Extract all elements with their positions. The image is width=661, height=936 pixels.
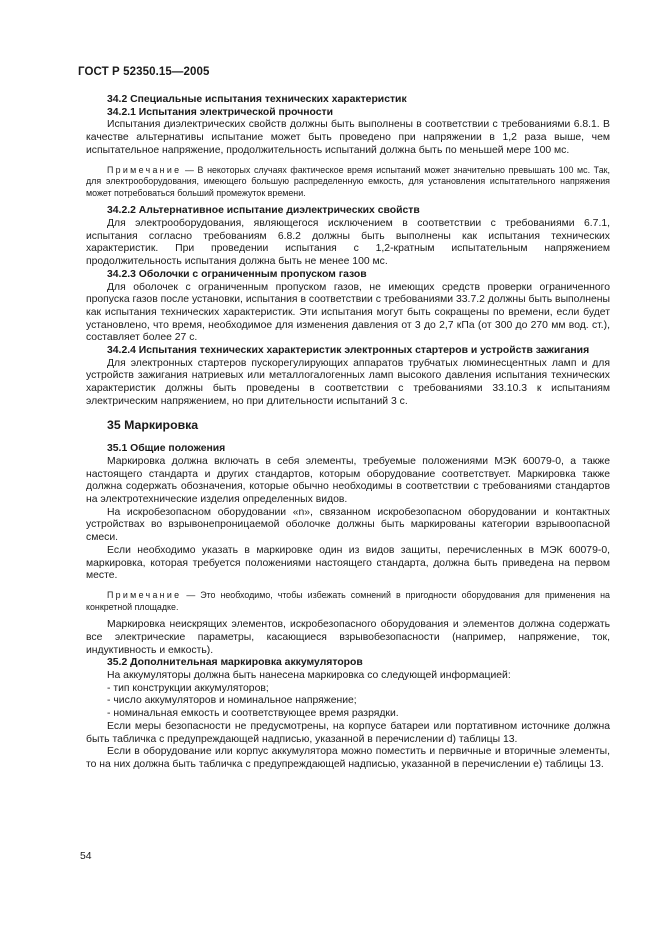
note [86,165,610,200]
list-item: - номинальная емкость и соответствующее время разрядки. [107,708,399,720]
section-heading-35: 35 Маркировка [107,417,199,432]
paragraph: Для электрооборудования, являющегося исключением в соответствии с требованиями 6.7.1, испытания согласно требованиям 6.8.2 должны быть выполнены как испытания технических характеристик. При проведении испытания с 1,2-кратным испытательным напряжением продолжительность испытания должна быть не менее 100 мс. [86,218,610,268]
paragraph: Для электронных стартеров пускорегулирующих аппаратов трубчатых люминесцентных ламп и для устройств зажигания натриевых или металлогалогенных ламп высокого давления испытания технических характеристик должны быть проведены в соответствии с требованиями 33.10.3 к испытаниям электрическим напряжением, но при длительности испытаний 3 с. [86,357,610,407]
list-item: - тип конструкции аккумуляторов; [107,682,269,694]
section-heading-34-2-3: 34.2.3 Оболочки с ограниченным пропуском газов [107,268,367,280]
note-text: — Это необходимо, чтобы избежать сомнений в пригодности оборудования для применения на конкретной площадке. [86,589,610,612]
document-header: ГОСТ Р 52350.15—2005 [78,66,210,78]
paragraph: Маркировка должна включать в себя элементы, требуемые положениями МЭК 60079-0, а также настоящего стандарта и других стандартов, которым оборудование соответствует. Маркировка также должна содержать обозначения, которые обычно необходимы в соответствии с требованиями стандартов на электротехнические изделия определенных видов. [86,455,610,506]
note-label: Примечание [107,589,182,600]
paragraph: На аккумуляторы должна быть нанесена маркировка со следующей информацией: [107,669,511,681]
paragraph: Если меры безопасности не предусмотрены, на корпусе батареи или портативном источнике должна быть табличка с предупреждающей надписью, указанной в перечислении d) таблицы 13. [86,720,610,745]
paragraph: Если в оборудование или корпус аккумулятора можно поместить и первичные и вторичные элементы, то на них должна быть табличка с предупреждающей надписью, указанной в перечислении e) таблицы 13. [86,746,610,770]
section-heading-35-2: 35.2 Дополнительная маркировка аккумуляторов [107,657,363,669]
paragraph: Маркировка неискрящих элементов, искробезопасного оборудования и элементов должна содержать все электрические параметры, касающиеся взрывобезопасности (например, напряжение, ток, индуктивность и емкость). [86,619,610,656]
note-label: Примечание [107,164,182,175]
document-body [86,94,610,772]
list-item: - число аккумуляторов и номинальное напряжение; [107,695,357,707]
note [86,590,610,613]
paragraph: Для оболочек с ограниченным пропуском газов, не имеющих средств проверки ограниченного пропуска газов после установки, испытания в соответствии с требованиями 33.7.2 должны быть выполнены как испытания технических характеристик. Эти испытания могут быть сокращены по времени, если будет установлено, что время, необходимое для изменения давления от 3 до 2,7 кПа (от 300 до 270 мм вод. ст.), составляет более 27 с. [86,281,610,344]
section-heading-34-2: 34.2 Специальные испытания технических характеристик [107,94,407,105]
section-heading-34-2-2: 34.2.2 Альтернативное испытание диэлектрических свойств [107,205,420,217]
section-heading-35-1: 35.1 Общие положения [107,443,226,455]
note-text: — В некоторых случаях фактическое время испытаний может значительно превышать 100 мс. Так, для электрооборудования, имеющего большую распределенную емкость, для установления испытательного напряжения может потребоваться больший промежуток времени. [86,164,610,198]
section-heading-34-2-4: 34.2.4 Испытания технических характеристик электронных стартеров и устройств зажигания [107,345,590,357]
page-number: 54 [80,851,92,862]
paragraph: Если необходимо указать в маркировке один из видов защиты, перечисленных в МЭК 60079-0, маркировка, которая требуется положениями настоящего стандарта, должна быть приведена на первом месте. [86,544,610,582]
paragraph: На искробезопасном оборудовании «n», связанном искробезопасном оборудовании и контактных устройствах во взрывонепроницаемой оболочке должны быть маркированы категории взрывоопасной смеси. [86,506,610,544]
section-heading-34-2-1: 34.2.1 Испытания электрической прочности [107,106,334,118]
paragraph: Испытания диэлектрических свойств должны быть выполнены в соответствии с требованиями 6.8.1. В качестве альтернативы испытание может быть проведено при напряжении в 1,2 раза выше, чем испытательное напряжение, продолжительность испытаний должна быть по меньшей мере 100 мс. [86,119,610,156]
